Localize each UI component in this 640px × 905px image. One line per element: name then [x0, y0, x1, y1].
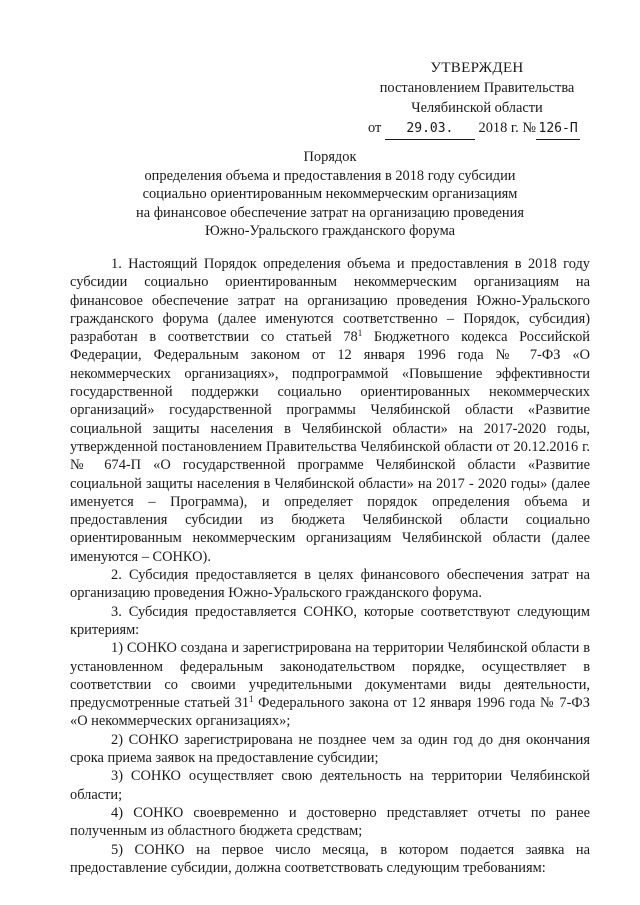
- criterion-2: 2) СОНКО зарегистрирована не позднее чем за один год до дня окончания срока приема заявок на предоставление субсидии;: [70, 731, 590, 767]
- criterion-5: 5) СОНКО на первое число месяца, в котором подается заявка на предоставление субсидии, должна соответствовать следующим требованиям:: [70, 841, 590, 876]
- approval-date-row: [362, 118, 592, 140]
- document-body: [70, 255, 590, 877]
- paragraph-1-superscript: 1: [357, 328, 363, 339]
- criterion-1-text-a: 1) СОНКО создана и зарегистрирована на территории Челябинской области в установленном федеральным законодательством порядке, осуществляет в соответствии со своими учредительными документами виды деятельности, предусмотренные статьей 31: [70, 640, 590, 712]
- criterion-1-superscript: 1: [249, 694, 254, 705]
- title-line-5: Южно-Уральского гражданского форума: [204, 223, 456, 240]
- title-line-1: Порядок: [303, 149, 357, 165]
- handwritten-date: 29.03.: [385, 119, 475, 140]
- date-prefix: от: [368, 120, 382, 136]
- approval-line-2: Челябинской области: [411, 100, 543, 116]
- paragraph-3: 3. Субсидия предоставляется СОНКО, которые соответствуют следующим критериям:: [70, 603, 590, 638]
- paragraph-2: 2. Субсидия предоставляется в целях финансового обеспечения затрат на организацию проведения Южно-Уральского гражданского форума.: [70, 567, 590, 602]
- handwritten-number: 126-П: [536, 119, 580, 140]
- paragraph-1-text-b: Бюджетного кодекса Российской Федерации, Федеральным законом от 12 января 1996 года № 7-ФЗ «О некоммерческих организациях», подпрограммой «Повышение эффективности государственной поддержки социально ориентированных некоммерческих организаций» государственной программы Челябинской области «Развитие социальной защиты населения в Челябинской области» на 2017-2020 годы, утвержденной постановлением Правительства Челябинской области от 20.12.2016 г. № 674-П «О государственной программе Челябинской области «Развитие социальной защиты населения в Челябинской области» на 2017 - 2020 годы» (далее именуется – Программа), и определяет порядок определения объема и предоставления субсидии из бюджета Челябинской области социально ориентированным некоммерческим организациям Челябинской области (далее именуются – СОНКО).: [70, 329, 590, 565]
- title-line-3: социально ориентированным некоммерческим организациям: [142, 186, 518, 203]
- paragraph-1-text-a: 1. Настоящий Порядок определения объема и предоставления в 2018 году субсидии социально ориентированным некоммерческим организациям на финансовое обеспечение затрат на организацию проведения Южно-Уральского гражданского форума (далее именуются соответственно – Порядок, субсидия) разработан в соответствии со статьей 78: [70, 256, 590, 346]
- criterion-4: 4) СОНКО своевременно и достоверно представляет отчеты по ранее полученным из областного бюджета средствам;: [70, 804, 590, 840]
- document-title: [70, 148, 590, 241]
- approval-stamp: [362, 58, 592, 140]
- date-suffix: 2018 г. №: [478, 120, 537, 136]
- criterion-1-text-b: Федерального закона от 12 января 1996 года № 7-ФЗ «О некоммерческих организациях»;: [70, 695, 590, 730]
- title-line-4: на финансовое обеспечение затрат на организацию проведения: [136, 204, 524, 221]
- approval-line-1: постановлением Правительства: [379, 80, 575, 96]
- approval-heading: УТВЕРЖДЕН: [430, 60, 524, 76]
- title-line-2: определения объема и предоставления в 2018 году субсидии: [144, 167, 516, 184]
- criterion-3: 3) СОНКО осуществляет свою деятельность на территории Челябинской области;: [70, 768, 590, 803]
- paragraph-1: [70, 255, 590, 566]
- criterion-1: [70, 639, 590, 730]
